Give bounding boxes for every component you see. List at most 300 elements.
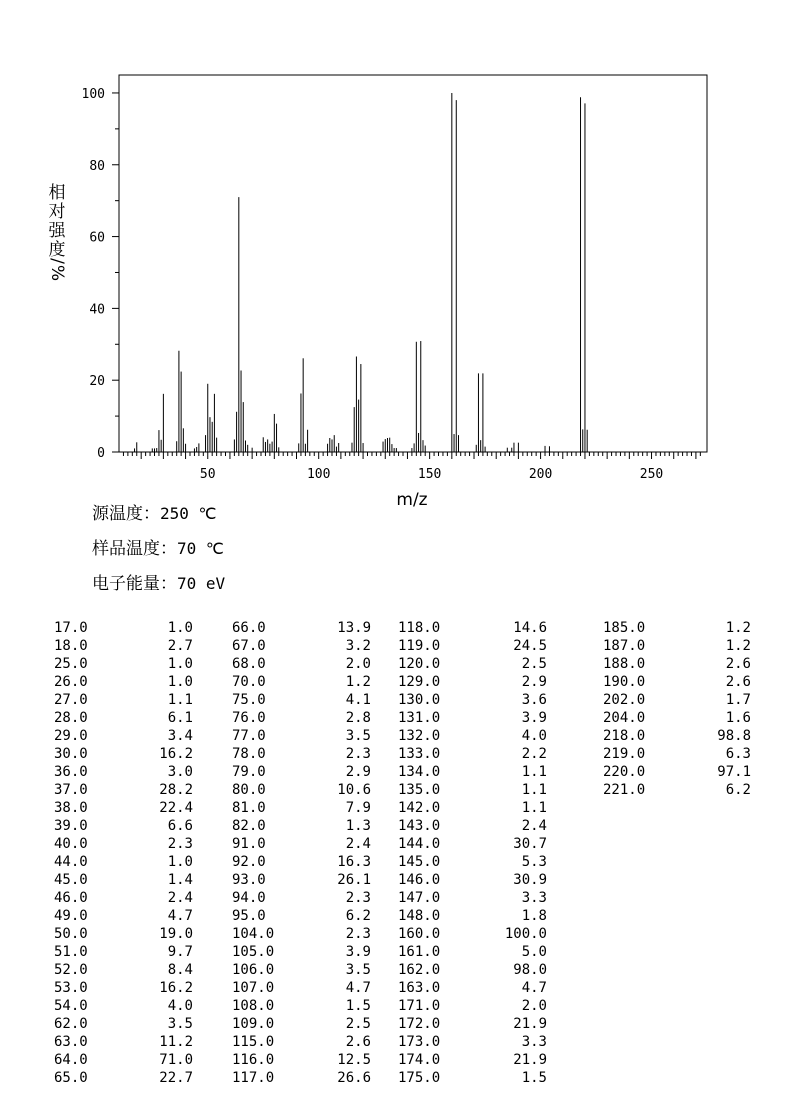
peak-abundance: 4.0 <box>521 728 547 744</box>
peak-row <box>398 1051 547 1069</box>
peak-abundance: 3.4 <box>167 728 193 744</box>
peak-abundance: 1.0 <box>167 854 193 870</box>
peak-abundance: 1.6 <box>725 710 751 726</box>
peak-mz: 25.0 <box>54 656 88 672</box>
peak-abundance: 21.9 <box>513 1052 547 1068</box>
peak-abundance: 5.3 <box>521 854 547 870</box>
peak-row <box>54 727 193 745</box>
peak-mz: 135.0 <box>398 782 441 798</box>
peak-mz: 142.0 <box>398 800 441 816</box>
peak-abundance: 3.5 <box>345 728 371 744</box>
peak-mz: 144.0 <box>398 836 441 852</box>
peak-row <box>398 637 547 655</box>
electron-energy-value: 70 eV <box>177 574 226 593</box>
peak-mz: 92.0 <box>232 854 266 870</box>
peak-row <box>603 637 751 655</box>
peak-abundance: 2.9 <box>345 764 371 780</box>
peak-mz: 171.0 <box>398 998 441 1014</box>
peak-mz: 27.0 <box>54 692 88 708</box>
peak-abundance: 7.9 <box>345 800 371 816</box>
peak-abundance: 1.1 <box>521 782 547 798</box>
peak-row <box>232 853 371 871</box>
peak-mz: 18.0 <box>54 638 88 654</box>
peak-abundance: 16.3 <box>337 854 371 870</box>
peak-row <box>398 1069 547 1087</box>
y-tick-label: 0 <box>97 446 105 461</box>
peak-row <box>232 709 371 727</box>
y-tick-label: 60 <box>89 230 105 246</box>
peak-abundance: 2.0 <box>521 998 547 1014</box>
peak-row <box>54 673 193 691</box>
peak-mz: 64.0 <box>54 1052 88 1068</box>
peak-mz: 219.0 <box>603 746 646 762</box>
peak-abundance: 3.5 <box>345 962 371 978</box>
peak-mz: 93.0 <box>232 872 266 888</box>
peak-mz: 105.0 <box>232 944 275 960</box>
peak-abundance: 100.0 <box>504 926 547 942</box>
peak-abundance: 2.3 <box>167 836 193 852</box>
peak-row <box>54 619 193 637</box>
peak-abundance: 4.7 <box>345 980 371 996</box>
x-tick-label: 150 <box>417 467 442 482</box>
peak-row <box>603 727 751 745</box>
peak-row <box>54 709 193 727</box>
peak-abundance: 4.0 <box>167 998 193 1014</box>
peak-abundance: 8.4 <box>167 962 193 978</box>
peak-row <box>398 655 547 673</box>
peak-abundance: 28.2 <box>159 782 193 798</box>
peak-mz: 68.0 <box>232 656 266 672</box>
peak-abundance: 3.3 <box>521 890 547 906</box>
peak-abundance: 1.1 <box>167 692 193 708</box>
peak-abundance: 22.7 <box>159 1070 193 1086</box>
peak-mz: 190.0 <box>603 674 646 690</box>
peak-mz: 129.0 <box>398 674 441 690</box>
peak-mz: 220.0 <box>603 764 646 780</box>
peak-abundance: 2.4 <box>167 890 193 906</box>
peak-row <box>232 835 371 853</box>
peak-mz: 51.0 <box>54 944 88 960</box>
peak-abundance: 4.7 <box>521 980 547 996</box>
peak-abundance: 2.4 <box>345 836 371 852</box>
peak-abundance: 1.8 <box>521 908 547 924</box>
peak-abundance: 6.2 <box>345 908 371 924</box>
peak-row <box>232 943 371 961</box>
peak-row <box>603 781 751 799</box>
peak-mz: 188.0 <box>603 656 646 672</box>
peak-mz: 77.0 <box>232 728 266 744</box>
peak-mz: 132.0 <box>398 728 441 744</box>
peak-row <box>398 745 547 763</box>
peak-row <box>398 619 547 637</box>
peak-row <box>54 781 193 799</box>
peak-abundance: 98.0 <box>513 962 547 978</box>
peak-mz: 36.0 <box>54 764 88 780</box>
peak-row <box>232 979 371 997</box>
sample-temperature-label: 样品温度： <box>92 539 177 559</box>
peak-table <box>0 619 794 1089</box>
peak-abundance: 3.9 <box>521 710 547 726</box>
peak-row <box>398 961 547 979</box>
peak-mz: 53.0 <box>54 980 88 996</box>
peak-abundance: 14.6 <box>513 620 547 636</box>
peak-row <box>398 781 547 799</box>
peak-abundance: 1.2 <box>725 620 751 636</box>
peak-mz: 131.0 <box>398 710 441 726</box>
x-axis <box>123 452 700 482</box>
peak-abundance: 1.2 <box>345 674 371 690</box>
peak-row <box>603 763 751 781</box>
peak-mz: 94.0 <box>232 890 266 906</box>
peak-row <box>54 745 193 763</box>
peak-abundance: 6.1 <box>167 710 193 726</box>
peak-mz: 172.0 <box>398 1016 441 1032</box>
peak-row <box>54 835 193 853</box>
peak-table-column <box>232 619 371 1087</box>
peak-abundance: 2.3 <box>345 926 371 942</box>
peak-abundance: 2.5 <box>521 656 547 672</box>
peak-mz: 204.0 <box>603 710 646 726</box>
peak-mz: 202.0 <box>603 692 646 708</box>
peak-mz: 62.0 <box>54 1016 88 1032</box>
peak-mz: 130.0 <box>398 692 441 708</box>
peak-abundance: 13.9 <box>337 620 371 636</box>
peak-abundance: 98.8 <box>717 728 751 744</box>
peak-row <box>398 835 547 853</box>
peak-mz: 54.0 <box>54 998 88 1014</box>
peak-abundance: 10.6 <box>337 782 371 798</box>
peak-mz: 118.0 <box>398 620 441 636</box>
peak-row <box>54 961 193 979</box>
y-axis-label-char: 相 <box>48 183 66 203</box>
peak-row <box>232 871 371 889</box>
peak-abundance: 2.5 <box>345 1016 371 1032</box>
y-axis-label-char: % <box>47 264 67 282</box>
peak-mz: 119.0 <box>398 638 441 654</box>
peak-row <box>54 691 193 709</box>
peak-abundance: 1.1 <box>521 800 547 816</box>
peak-abundance: 97.1 <box>717 764 751 780</box>
electron-energy-label: 电子能量： <box>92 574 177 594</box>
plot-frame <box>119 75 707 452</box>
x-tick-label: 250 <box>639 467 664 482</box>
peak-abundance: 26.1 <box>337 872 371 888</box>
peak-abundance: 2.6 <box>725 656 751 672</box>
peak-row <box>54 943 193 961</box>
peak-row <box>232 817 371 835</box>
y-axis <box>82 87 119 461</box>
peak-abundance: 2.4 <box>521 818 547 834</box>
peak-row <box>232 907 371 925</box>
peak-mz: 75.0 <box>232 692 266 708</box>
peak-row <box>54 979 193 997</box>
peak-table-column <box>54 619 193 1087</box>
y-axis-label-char: 对 <box>48 202 66 222</box>
peak-row <box>54 853 193 871</box>
peak-row <box>54 1051 193 1069</box>
peak-abundance: 9.7 <box>167 944 193 960</box>
peak-mz: 133.0 <box>398 746 441 762</box>
peak-abundance: 6.3 <box>725 746 751 762</box>
peak-row <box>232 1069 371 1087</box>
peak-mz: 82.0 <box>232 818 266 834</box>
peak-mz: 185.0 <box>603 620 646 636</box>
peak-mz: 218.0 <box>603 728 646 744</box>
peak-mz: 65.0 <box>54 1070 88 1086</box>
peak-abundance: 16.2 <box>159 746 193 762</box>
sample-temperature-value: 70 ℃ <box>177 539 224 558</box>
peak-mz: 187.0 <box>603 638 646 654</box>
peak-abundance: 1.2 <box>725 638 751 654</box>
peak-mz: 91.0 <box>232 836 266 852</box>
peak-abundance: 30.9 <box>513 872 547 888</box>
peak-abundance: 6.6 <box>167 818 193 834</box>
peak-mz: 143.0 <box>398 818 441 834</box>
peak-row <box>232 637 371 655</box>
peak-mz: 81.0 <box>232 800 266 816</box>
y-axis-label <box>47 183 67 281</box>
peak-row <box>232 1033 371 1051</box>
peak-mz: 50.0 <box>54 926 88 942</box>
peak-table-column <box>603 619 751 799</box>
source-temperature <box>92 499 217 524</box>
peak-mz: 78.0 <box>232 746 266 762</box>
peak-abundance: 22.4 <box>159 800 193 816</box>
peak-mz: 134.0 <box>398 764 441 780</box>
peak-abundance: 6.2 <box>725 782 751 798</box>
peak-mz: 107.0 <box>232 980 275 996</box>
peak-row <box>398 1015 547 1033</box>
peak-mz: 40.0 <box>54 836 88 852</box>
peak-mz: 28.0 <box>54 710 88 726</box>
peak-abundance: 2.9 <box>521 674 547 690</box>
peak-mz: 49.0 <box>54 908 88 924</box>
peak-mz: 29.0 <box>54 728 88 744</box>
peak-abundance: 19.0 <box>159 926 193 942</box>
peak-abundance: 71.0 <box>159 1052 193 1068</box>
peak-row <box>232 997 371 1015</box>
peak-mz: 79.0 <box>232 764 266 780</box>
peak-abundance: 3.9 <box>345 944 371 960</box>
mass-spectrum-chart <box>0 0 794 520</box>
peak-mz: 147.0 <box>398 890 441 906</box>
peak-mz: 39.0 <box>54 818 88 834</box>
peak-abundance: 1.1 <box>521 764 547 780</box>
peak-mz: 30.0 <box>54 746 88 762</box>
peak-abundance: 1.0 <box>167 620 193 636</box>
peak-mz: 80.0 <box>232 782 266 798</box>
peak-table-column <box>398 619 547 1087</box>
peak-row <box>398 979 547 997</box>
peak-row <box>232 619 371 637</box>
y-tick-label: 40 <box>89 302 105 318</box>
peak-mz: 175.0 <box>398 1070 441 1086</box>
peak-row <box>603 619 751 637</box>
peak-mz: 221.0 <box>603 782 646 798</box>
peak-mz: 115.0 <box>232 1034 275 1050</box>
peak-abundance: 3.5 <box>167 1016 193 1032</box>
peak-abundance: 3.6 <box>521 692 547 708</box>
peak-row <box>232 673 371 691</box>
peak-abundance: 4.7 <box>167 908 193 924</box>
sample-temperature <box>92 534 224 559</box>
peak-mz: 17.0 <box>54 620 88 636</box>
peak-row <box>54 637 193 655</box>
peak-mz: 70.0 <box>232 674 266 690</box>
peak-row <box>398 925 547 943</box>
peak-abundance: 2.3 <box>345 746 371 762</box>
y-axis-label-char: / <box>47 258 67 264</box>
peak-row <box>54 997 193 1015</box>
peak-row <box>398 691 547 709</box>
peak-abundance: 1.5 <box>345 998 371 1014</box>
source-temperature-label: 源温度： <box>92 504 160 524</box>
peak-row <box>232 763 371 781</box>
peak-row <box>232 799 371 817</box>
peak-row <box>398 727 547 745</box>
peak-row <box>54 817 193 835</box>
source-temperature-value: 250 ℃ <box>160 504 217 523</box>
peak-abundance: 2.7 <box>167 638 193 654</box>
peak-abundance: 2.8 <box>345 710 371 726</box>
peak-abundance: 1.5 <box>521 1070 547 1086</box>
peak-mz: 37.0 <box>54 782 88 798</box>
peak-abundance: 1.3 <box>345 818 371 834</box>
peak-mz: 66.0 <box>232 620 266 636</box>
peak-mz: 117.0 <box>232 1070 275 1086</box>
y-axis-label-char: 强 <box>48 221 66 241</box>
peak-row <box>232 781 371 799</box>
peak-row <box>603 709 751 727</box>
peak-abundance: 1.7 <box>725 692 751 708</box>
peak-abundance: 3.0 <box>167 764 193 780</box>
peak-row <box>603 673 751 691</box>
x-axis-label: m/z <box>396 490 428 510</box>
peak-abundance: 5.0 <box>521 944 547 960</box>
peak-row <box>54 1033 193 1051</box>
peak-mz: 148.0 <box>398 908 441 924</box>
peak-mz: 108.0 <box>232 998 275 1014</box>
peak-row <box>54 1069 193 1087</box>
peak-row <box>232 1051 371 1069</box>
peak-row <box>54 889 193 907</box>
peak-row <box>398 997 547 1015</box>
x-tick-label: 100 <box>306 467 331 482</box>
peak-abundance: 24.5 <box>513 638 547 654</box>
electron-energy <box>92 569 225 594</box>
x-tick-label: 200 <box>528 467 553 482</box>
peak-mz: 76.0 <box>232 710 266 726</box>
peak-abundance: 1.4 <box>167 872 193 888</box>
peak-mz: 160.0 <box>398 926 441 942</box>
peak-row <box>603 691 751 709</box>
peak-mz: 161.0 <box>398 944 441 960</box>
peak-row <box>398 1033 547 1051</box>
peak-row <box>398 673 547 691</box>
peak-row <box>398 853 547 871</box>
peak-row <box>232 727 371 745</box>
peak-row <box>398 799 547 817</box>
peak-row <box>398 907 547 925</box>
y-tick-label: 100 <box>81 86 105 102</box>
peak-row <box>232 745 371 763</box>
peak-row <box>54 871 193 889</box>
peak-mz: 106.0 <box>232 962 275 978</box>
peak-row <box>54 925 193 943</box>
peak-mz: 120.0 <box>398 656 441 672</box>
peak-abundance: 2.6 <box>725 674 751 690</box>
peak-row <box>398 943 547 961</box>
peak-row <box>232 925 371 943</box>
peak-row <box>603 655 751 673</box>
peak-mz: 146.0 <box>398 872 441 888</box>
y-tick-label: 20 <box>89 374 105 390</box>
x-tick-label: 50 <box>199 467 216 482</box>
peak-mz: 145.0 <box>398 854 441 870</box>
peak-abundance: 12.5 <box>337 1052 371 1068</box>
peak-row <box>398 817 547 835</box>
y-axis-label-char: 度 <box>48 240 66 260</box>
peak-abundance: 1.0 <box>167 674 193 690</box>
peak-abundance: 16.2 <box>159 980 193 996</box>
peak-row <box>54 655 193 673</box>
peak-mz: 45.0 <box>54 872 88 888</box>
peak-abundance: 2.2 <box>521 746 547 762</box>
peak-row <box>232 889 371 907</box>
peak-abundance: 3.2 <box>345 638 371 654</box>
peak-abundance: 26.6 <box>337 1070 371 1086</box>
peak-mz: 52.0 <box>54 962 88 978</box>
peak-abundance: 2.6 <box>345 1034 371 1050</box>
peak-abundance: 21.9 <box>513 1016 547 1032</box>
peak-abundance: 30.7 <box>513 836 547 852</box>
y-tick-label: 80 <box>89 158 105 174</box>
peak-abundance: 11.2 <box>159 1034 193 1050</box>
peak-mz: 104.0 <box>232 926 275 942</box>
peak-row <box>398 709 547 727</box>
peak-mz: 174.0 <box>398 1052 441 1068</box>
peak-mz: 44.0 <box>54 854 88 870</box>
peak-abundance: 2.0 <box>345 656 371 672</box>
peak-row <box>398 763 547 781</box>
peak-row <box>398 889 547 907</box>
peak-row <box>232 691 371 709</box>
peak-mz: 163.0 <box>398 980 441 996</box>
peak-mz: 116.0 <box>232 1052 275 1068</box>
peak-row <box>54 799 193 817</box>
peak-mz: 38.0 <box>54 800 88 816</box>
peak-mz: 109.0 <box>232 1016 275 1032</box>
peak-abundance: 4.1 <box>345 692 371 708</box>
peak-abundance: 1.0 <box>167 656 193 672</box>
peak-row <box>232 1015 371 1033</box>
spectrum-bars <box>135 93 588 452</box>
peak-row <box>232 961 371 979</box>
peak-mz: 162.0 <box>398 962 441 978</box>
peak-mz: 67.0 <box>232 638 266 654</box>
peak-mz: 173.0 <box>398 1034 441 1050</box>
peak-abundance: 3.3 <box>521 1034 547 1050</box>
peak-mz: 46.0 <box>54 890 88 906</box>
peak-row <box>603 745 751 763</box>
peak-mz: 95.0 <box>232 908 266 924</box>
peak-row <box>54 907 193 925</box>
peak-row <box>54 1015 193 1033</box>
peak-abundance: 2.3 <box>345 890 371 906</box>
peak-row <box>54 763 193 781</box>
peak-row <box>398 871 547 889</box>
peak-mz: 26.0 <box>54 674 88 690</box>
